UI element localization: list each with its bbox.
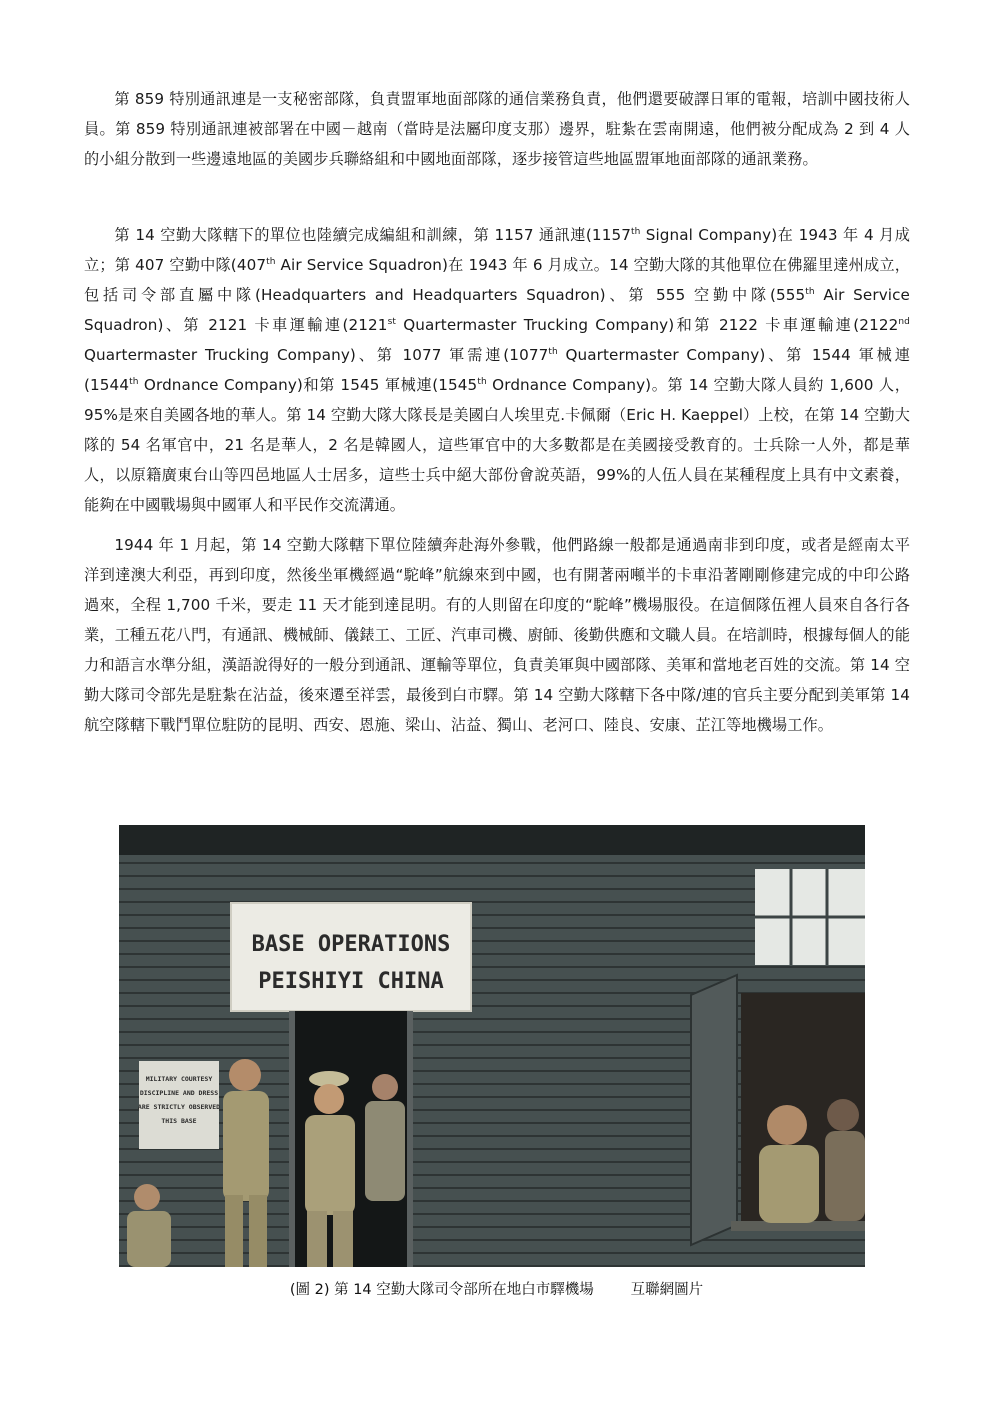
ordinal-suffix: th <box>129 376 139 387</box>
open-shutter <box>691 975 737 1245</box>
paragraph-text: 第 14 空勤大隊轄下的單位也陸續完成編組和訓練，第 1157 通訊連(1157 <box>114 226 631 244</box>
paragraph-859-signal-company <box>84 84 910 174</box>
notice-line: MILITARY COURTESY <box>145 1075 213 1083</box>
notice-line: THIS BASE <box>161 1117 197 1125</box>
paragraph-text: Air Service Squadron)在 1943 年 6 月成立。14 空勤大隊的其他單位在佛羅里達州成立，包括司令部直屬中隊(Headquarters and Headquarters Squadron)、第 555 空勤中隊(555 <box>84 256 910 304</box>
roof-eave <box>119 825 865 855</box>
paragraph-text: Ordnance Company)。第 14 空勤大隊人員約 1,600 人，95%是來自美國各地的華人。第 14 空勤大隊大隊長是美國白人埃里克.卡佩爾（Eric H. Kaeppel）上校，在第 14 空勤大隊的 54 名軍官中，21 名是華人，2 名是韓國人，這些軍官中的大多數都是在美國接受教育的。士兵除一人外，都是華人，以原籍廣東台山等四邑地區人士居多，這些士兵中絕大部份會說英語，99%的人伍人員在某種程度上具有中文素養，能夠在中國戰場與中國軍人和平民作交流溝通。 <box>84 376 910 514</box>
paragraph-text: Quartermaster Trucking Company)和第 2122 卡車運輸連(2122 <box>396 316 899 334</box>
paragraph-text: Signal Company)在 1943 年 4 月成立；第 407 空勤中隊(407 <box>84 226 910 274</box>
paragraph-text: Air Service Squadron)、第 2121 卡車運輸連(2121 <box>84 286 910 334</box>
ordinal-suffix: th <box>548 346 558 357</box>
sign-line-2: PEISHIYI CHINA <box>258 969 444 994</box>
paragraph-text: 第 859 特別通訊連是一支秘密部隊，負責盟軍地面部隊的通信業務負責，他們還要破譯日軍的電報，培訓中國技術人員。第 859 特別通訊連被部署在中國－越南（當時是法屬印度支那）邊界，駐紮在雲南開遠，他們被分配成為 2 到 4 人的小組分散到一些邊遠地區的美國步兵聯絡組和中國地面部隊，逐步接管這些地區盟軍地面部隊的通訊業務。 <box>84 90 910 168</box>
photo-caption <box>0 1279 993 1301</box>
paragraph-text: Quartermaster Company)、第 1544 軍械連(1544 <box>84 346 910 394</box>
ordinal-suffix: nd <box>898 316 910 327</box>
paragraph-text: Quartermaster Trucking Company)、第 1077 軍需連(1077 <box>84 346 549 364</box>
base-operations-sign <box>231 903 471 1011</box>
notice-line: ARE STRICTLY OBSERVED <box>137 1103 221 1111</box>
door-frame <box>407 1011 413 1267</box>
paragraph-14th-air-service-group-units <box>84 220 910 520</box>
paragraph-text: 1944 年 1 月起，第 14 空勤大隊轄下單位陸續奔赴海外參戰，他們路線一般都是通過南非到印度，或者是經南太平洋到達澳大利亞，再到印度，然後坐軍機經過“駝峰”航線來到中國，也有開著兩噸半的卡車沿著剛剛修建完成的中印公路過來，全程 1,700 千米，要走 11 天才能到達昆明。有的人則留在印度的“駝峰”機場服役。在這個隊伍裡人員來自各行各業，工種五花八門，有通訊、機械師、儀錶工、工匠、汽車司機、廚師、後勤供應和文職人員。在培訓時，根據每個人的能力和語言水準分組，漢語說得好的一般分到通訊、運輸等單位，負責美軍與中國部隊、美軍和當地老百姓的交流。第 14 空勤大隊司令部先是駐紮在沾益，後來遷至祥雲，最後到白市驛。第 14 空勤大隊轄下各中隊/連的官兵主要分配到美軍第 14 航空隊轄下戰鬥單位駐防的昆明、西安、恩施、梁山、沾益、獨山、老河口、陸良、安康、芷江等地機場工作。 <box>84 536 910 734</box>
door-frame <box>289 1011 295 1267</box>
caption-main: (圖 2) 第 14 空勤大隊司令部所在地白市驛機場 <box>289 1282 594 1298</box>
photo-illustration <box>119 825 865 1267</box>
caption-credit: 互聯網圖片 <box>630 1282 704 1298</box>
ordinal-suffix: th <box>477 376 487 387</box>
paragraph-text: Ordnance Company)和第 1545 軍械連(1545 <box>138 376 478 394</box>
ordinal-suffix: th <box>630 226 641 237</box>
ordinal-suffix: th <box>805 286 815 297</box>
notice-line: DISCIPLINE AND DRESS <box>139 1089 219 1097</box>
ordinal-suffix: th <box>266 256 276 267</box>
base-operations-photo <box>119 825 865 1267</box>
ordinal-suffix: st <box>387 316 396 327</box>
paragraph-deployment-1944 <box>84 530 910 740</box>
sign-line-1: BASE OPERATIONS <box>251 932 451 957</box>
